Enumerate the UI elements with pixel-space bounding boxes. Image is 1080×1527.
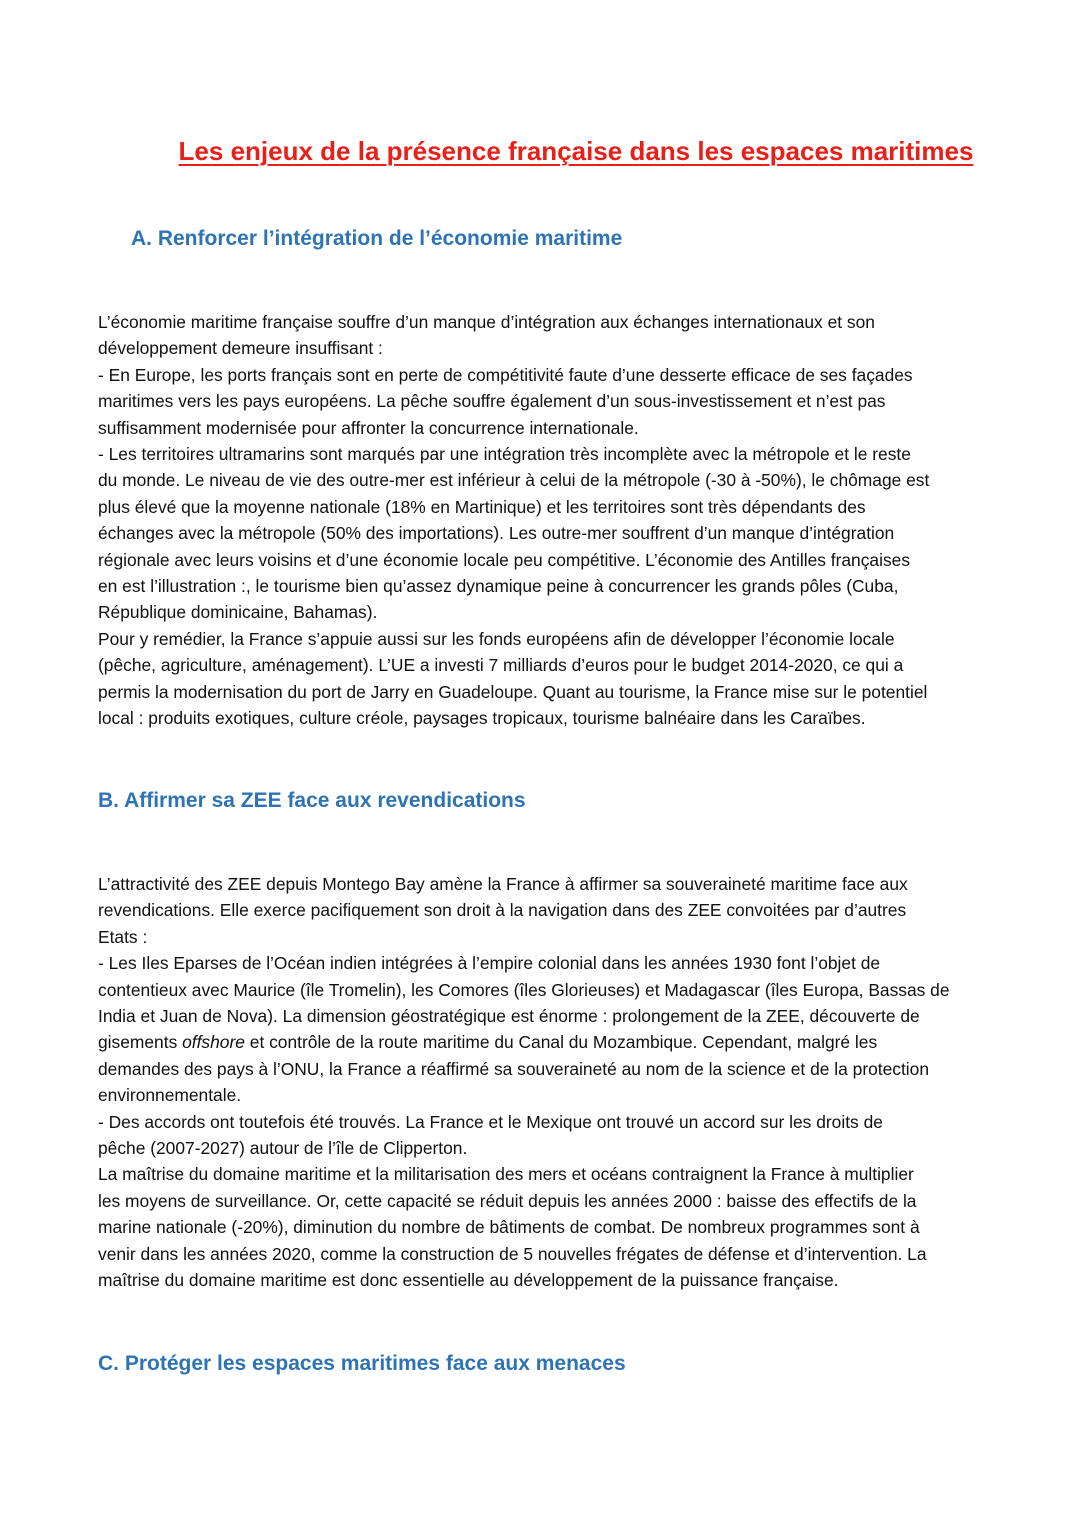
text-line: plus élevé que la moyenne nationale (18% en Martinique) et les territoires sont très dépendants des [98,496,866,517]
text-line: L’économie maritime française souffre d’un manque d’intégration aux échanges internationaux et son [98,312,875,332]
section-heading-a: A. Renforcer l’intégration de l’économie maritime [131,227,623,250]
text-line: La maîtrise du domaine maritime et la militarisation des mers et océans contraignent la France à multiplier [98,1164,914,1185]
text-line: les moyens de surveillance. Or, cette capacité se réduit depuis les années 2000 : baisse des effectifs de la [98,1190,917,1211]
text-line: - Les Iles Eparses de l’Océan indien intégrées à l’empire colonial dans les années 1930 font l’objet de [98,953,881,974]
text-line: (pêche, agriculture, aménagement). L’UE a investi 7 milliards d’euros pour le budget 2014-2020, ce qui a [98,655,904,676]
text-line: pêche (2007-2027) autour de l’île de Clipperton. [98,1138,468,1159]
text-line: marine nationale (-20%), diminution du nombre de bâtiments de combat. De nombreux programmes sont à [98,1217,920,1238]
text-line: permis la modernisation du port de Jarry en Guadeloupe. Quant au tourisme, la France mise sur le potentiel [98,681,928,702]
section-heading-c: C. Protéger les espaces maritimes face aux menaces [98,1352,626,1375]
text-line: - En Europe, les ports français sont en perte de compétitivité faute d’une desserte efficace de ses façades [98,364,913,385]
text-line: développement demeure insuffisant : [98,338,383,359]
section-b-paragraph [98,871,1058,1294]
text-line: contentieux avec Maurice (île Tromelin), les Comores (îles Glorieuses) et Madagascar (îles Europa, Bassas de [98,979,950,1000]
section-heading-b: B. Affirmer sa ZEE face aux revendications [98,789,526,812]
text-line: du monde. Le niveau de vie des outre-mer est inférieur à celui de la métropole (-30 à -50%), le chômage est [98,470,930,491]
page-title: Les enjeux de la présence française dans les espaces maritimes [178,136,974,166]
text-line: Etats : [98,926,148,947]
text-line: India et Juan de Nova). La dimension géostratégique est énorme : prolongement de la ZEE, découverte de [98,1006,920,1027]
text-line: - Des accords ont toutefois été trouvés. La France et le Mexique ont trouvé un accord sur les droits de [98,1111,883,1132]
text-line: - Les territoires ultramarins sont marqués par une intégration très incomplète avec la métropole et le reste [98,444,911,465]
text-line: revendications. Elle exerce pacifiquement son droit à la navigation dans des ZEE convoitées par d’autres [98,900,907,921]
text-line [98,1029,1058,1055]
text-line: environnementale. [98,1085,242,1106]
text-line: République dominicaine, Bahamas). [98,602,378,623]
text-line: suffisamment modernisée pour affronter la concurrence internationale. [98,417,639,438]
text-line: régionale avec leurs voisins et d’une économie locale peu compétitive. L’économie des Antilles françaises [98,549,911,570]
text-line: demandes des pays à l’ONU, la France a réaffirmé sa souveraineté au nom de la science et de la protection [98,1058,930,1079]
text-line: en est l’illustration :, le tourisme bien qu’assez dynamique peine à concurrencer les grands pôles (Cuba, [98,576,899,597]
text-line: venir dans les années 2020, comme la construction de 5 nouvelles frégates de défense et d’intervention. La [98,1243,927,1264]
italic-term: offshore [182,1032,245,1053]
text-fragment: gisements [98,1032,183,1053]
text-line: L’attractivité des ZEE depuis Montego Bay amène la France à affirmer sa souveraineté maritime face aux [98,874,908,894]
section-a-paragraph [98,309,1058,732]
text-line: maîtrise du domaine maritime est donc essentielle au développement de la puissance française. [98,1270,839,1291]
text-fragment: et contrôle de la route maritime du Canal du Mozambique. Cependant, malgré les [244,1032,878,1053]
text-line: maritimes vers les pays européens. La pêche souffre également d’un sous-investissement et n’est pas [98,391,886,412]
text-line: échanges avec la métropole (50% des importations). Les outre-mer souffrent d’un manque d’intégration [98,523,895,544]
text-line: local : produits exotiques, culture créole, paysages tropicaux, tourisme balnéaire dans les Caraïbes. [98,708,866,729]
text-line: Pour y remédier, la France s’appuie aussi sur les fonds européens afin de développer l’économie locale [98,628,895,649]
